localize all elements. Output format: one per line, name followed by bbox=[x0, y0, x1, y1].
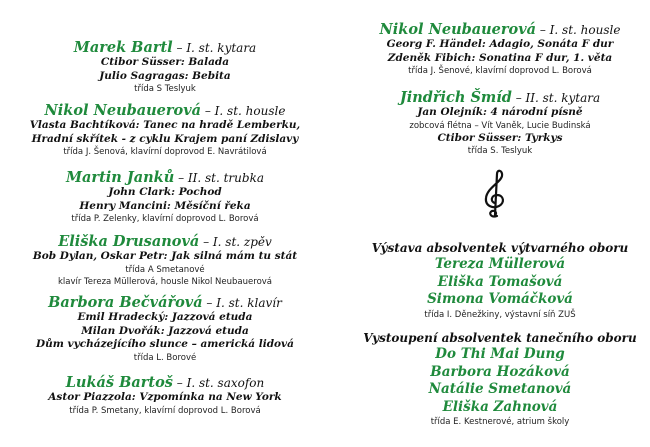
performer-grade: – II. st. trubka bbox=[174, 171, 265, 185]
graduate-name: Barbora Hozáková bbox=[430, 363, 570, 380]
performer-name: Eliška Drusanová bbox=[58, 233, 200, 250]
performer-name: Nikol Neubauerová bbox=[379, 21, 537, 38]
performer-heading bbox=[0, 170, 330, 186]
piece-line: Astor Piazzola: Vzpomínka na New York bbox=[48, 391, 282, 403]
piece-line: Georg F. Händel: Adagio, Sonáta F dur bbox=[386, 38, 614, 50]
performer-block bbox=[0, 40, 330, 95]
performer-grade: – I. st. klavír bbox=[202, 296, 282, 310]
graduate-name: Eliška Tomašová bbox=[437, 273, 563, 290]
graduate-name: Tereza Müllerová bbox=[434, 256, 566, 272]
performer-grade: – I. st. housle bbox=[536, 23, 621, 37]
dance-performance-section bbox=[350, 330, 650, 428]
teacher-note: zobcová flétna – Vít Vaněk, Lucie Budinská bbox=[409, 120, 591, 131]
performer-grade: – II. st. kytara bbox=[511, 91, 601, 105]
piece-line: Henry Mancini: Měsíční řeka bbox=[79, 199, 251, 212]
performer-block bbox=[350, 90, 650, 157]
teacher-note: třída S. Teslyuk bbox=[467, 146, 533, 156]
performer-name: Nikol Neubauerová bbox=[44, 102, 202, 119]
performer-name: Martin Janků bbox=[65, 169, 175, 186]
performer-heading bbox=[350, 90, 650, 106]
piece-line: John Clark: Pochod bbox=[108, 186, 222, 198]
section-title: Vystoupení absolventek tanečního oboru bbox=[363, 331, 637, 345]
teacher-note: třída S Teslyuk bbox=[134, 84, 196, 94]
treble-clef-icon bbox=[475, 168, 515, 220]
piece-line: Hradní skřítek - z cyklu Krajem paní Zdislavy bbox=[31, 132, 299, 145]
piece-line: Ctibor Süsser: Tyrkys bbox=[437, 131, 563, 144]
graduate-name: Eliška Zahnová bbox=[442, 398, 558, 415]
performer-grade: – I. st. saxofon bbox=[172, 376, 265, 390]
teacher-note: třída P. Zelenky, klavírní doprovod L. Borová bbox=[71, 214, 259, 224]
piece-line: Ctibor Süsser: Balada bbox=[100, 56, 230, 68]
performer-block bbox=[0, 375, 330, 417]
performer-block bbox=[0, 234, 330, 288]
performer-block bbox=[0, 170, 330, 225]
teacher-note: třída P. Smetany, klavírní doprovod L. Borová bbox=[69, 405, 261, 416]
performer-block bbox=[350, 22, 650, 77]
performer-heading bbox=[0, 40, 330, 56]
performer-name: Barbora Bečvářová bbox=[48, 294, 203, 311]
piece-line: Emil Hradecký: Jazzová etuda bbox=[77, 311, 253, 323]
piece-line: Zdeněk Fibich: Sonatina F dur, 1. věta bbox=[387, 51, 613, 64]
performer-name: Jindřich Šmíd bbox=[399, 89, 512, 106]
piece-line: Dům vycházejícího slunce – americká lidová bbox=[36, 338, 294, 350]
art-exhibition-section bbox=[350, 240, 650, 321]
section-note: třída E. Kestnerové, atrium školy bbox=[430, 417, 570, 427]
performer-heading bbox=[0, 295, 330, 311]
performer-grade: – I. st. housle bbox=[201, 104, 286, 118]
performer-block bbox=[0, 103, 330, 158]
performer-name: Lukáš Bartoš bbox=[65, 374, 173, 391]
teacher-note: třída J. Šenové, klavírní doprovod L. Borová bbox=[408, 66, 592, 76]
graduate-name: Natálie Smetanová bbox=[428, 381, 572, 397]
teacher-note: klavír Tereza Müllerová, housle Nikol Neubauerová bbox=[57, 276, 273, 287]
performer-grade: – I. st. kytara bbox=[172, 41, 257, 55]
performer-grade: – I. st. zpěv bbox=[199, 235, 272, 249]
performer-heading bbox=[0, 375, 330, 391]
piece-line: Bob Dylan, Oskar Petr: Jak silná mám tu stát bbox=[32, 250, 298, 262]
performer-heading bbox=[350, 22, 650, 38]
piece-line: Milan Dvořák: Jazzová etuda bbox=[81, 324, 249, 337]
piece-line: Jan Olejník: 4 národní písně bbox=[417, 106, 583, 118]
performer-name: Marek Bartl bbox=[73, 39, 173, 56]
performer-block bbox=[0, 295, 330, 364]
graduate-name: Simona Vomáčková bbox=[427, 291, 573, 307]
teacher-note: třída J. Šenová, klavírní doprovod E. Navrátilová bbox=[63, 147, 267, 157]
section-note: třída I. Děnežkiny, výstavní síň ZUŠ bbox=[424, 309, 576, 320]
performer-heading bbox=[0, 234, 330, 250]
teacher-note: třída A Smetanové bbox=[125, 264, 205, 275]
graduate-name: Do Thi Mai Dung bbox=[435, 346, 565, 362]
piece-line: Vlasta Bachtíková: Tanec na hradě Lemberku, bbox=[29, 119, 301, 131]
piece-line: Julio Sagragas: Bebita bbox=[99, 69, 231, 82]
teacher-note: třída L. Borové bbox=[133, 352, 197, 363]
section-title: Výstava absolventek výtvarného oboru bbox=[371, 241, 629, 255]
performer-heading bbox=[0, 103, 330, 119]
